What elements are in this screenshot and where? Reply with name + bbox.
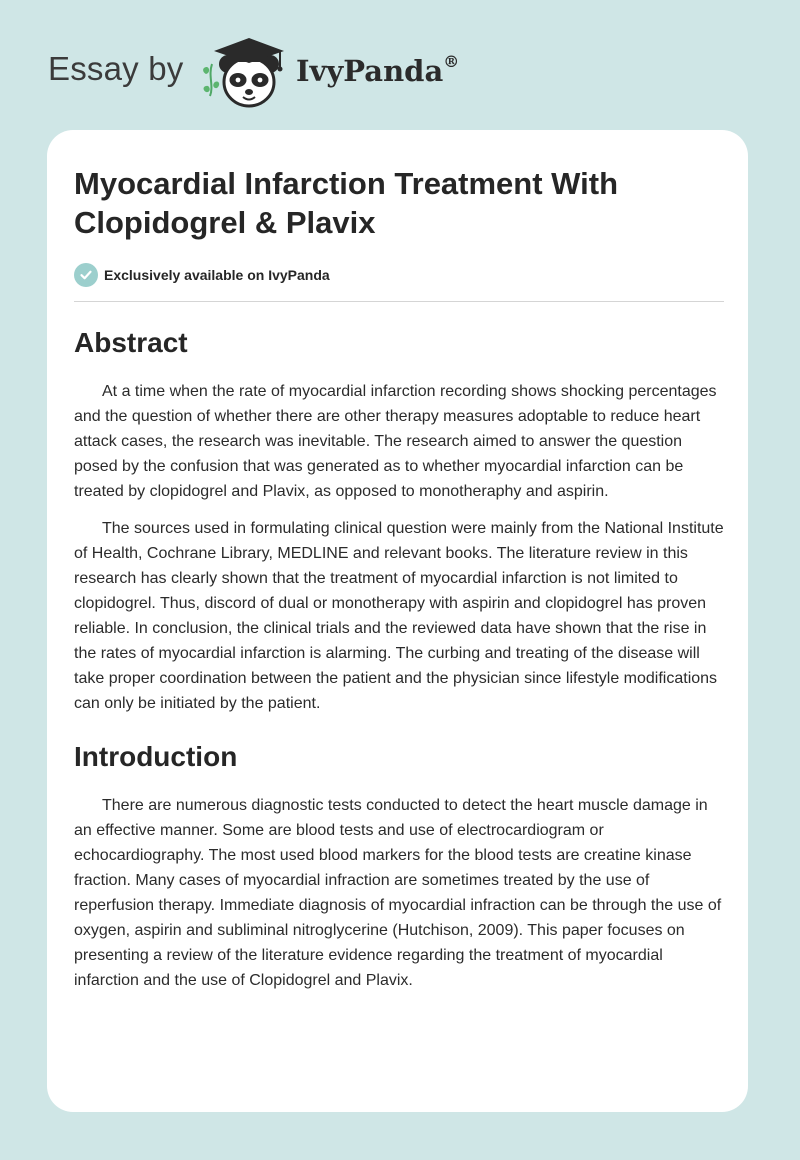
registered-mark: ® — [443, 52, 460, 71]
divider — [74, 301, 724, 302]
section-heading-introduction: Introduction — [74, 741, 238, 772]
introduction-paragraph: There are numerous diagnostic tests conducted to detect the heart muscle damage in an effective manner. Some are blood tests and use of electrocardiogram or echocardiography. The most used blood markers for the blood tests are creatine kinase fraction. Many cases of myocardial infraction are sometimes treated by the use of reperfusion therapy. Immediate diagnosis of myocardial infraction can be through the use of oxygen, aspirin and subliminal nitroglycerine (Hutchison, 2009). This paper focuses on presenting a review of the literature evidence regarding the treatment of myocardial infarction and the use of Clopidogrel and Plavix. — [74, 797, 722, 989]
essay-by-label: Essay by — [48, 50, 184, 87]
section-heading-abstract: Abstract — [74, 327, 188, 358]
exclusive-badge-label: Exclusively available on IvyPanda — [104, 267, 330, 283]
site-header — [48, 34, 508, 110]
essay-content — [74, 164, 724, 993]
ivypanda-logo-icon[interactable] — [200, 34, 290, 110]
check-circle-icon — [74, 263, 98, 287]
abstract-paragraph: The sources used in formulating clinical question were mainly from the National Institute of Health, Cochrane Library, MEDLINE and relevant books. The literature review in this research has clearly shown that the treatment of myocardial infarction is not limited to clopidogrel. Thus, discord of dual or monotherapy with aspirin and clopidogrel has proven reliable. In conclusion, the clinical trials and the reviewed data have shown that the rise in the rates of myocardial infarction is alarming. The curbing and treating of the disease will take proper coordination between the patient and the physician since lifestyle modifications can only be initiated by the patient. — [74, 520, 724, 712]
essay-title: Myocardial Infarction Treatment With Clopidogrel & Plavix — [74, 166, 619, 240]
abstract-paragraph: At a time when the rate of myocardial infarction recording shows shocking percentages and the question of whether there are other therapy measures adoptable to reduce heart attack cases, the research was inevitable. The research aimed to answer the question posed by the confusion that was generated as to whether myocardial infarction can be treated by clopidogrel and Plavix, as opposed to monotheraphy and aspirin. — [74, 383, 717, 500]
essay-card — [47, 130, 748, 1112]
exclusive-badge — [74, 262, 724, 288]
brand-name[interactable]: IvyPanda® — [296, 52, 460, 88]
